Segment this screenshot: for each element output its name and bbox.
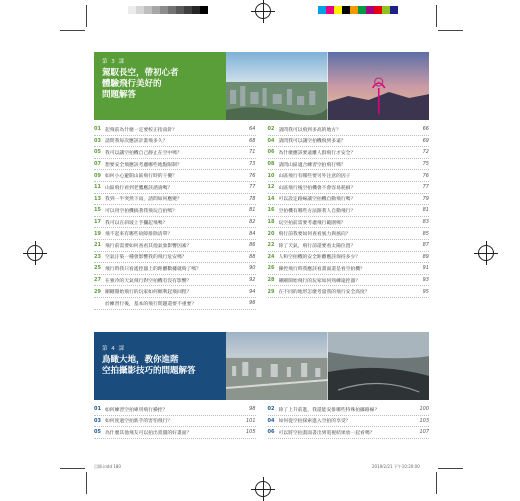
color-swatch [358,6,366,14]
color-swatch [334,6,342,14]
registration-mark-left [27,245,43,261]
sunset-landmark-photo [328,52,430,120]
crop-mark [60,468,85,469]
list-item[interactable]: 14 可以設定路線讓空拍機自動飛行嗎？ 79 [268,194,430,206]
list-item[interactable]: 04 如何從空拍探索進入空拍的享受？ 103 [268,416,430,428]
gray-swatch [184,6,192,14]
list-item[interactable]: 28 剛剛開始飛行的玩家如何熟練遠控器？ 93 [268,275,430,287]
chapter-4-label: 第 4 課 [102,346,125,352]
color-swatch [326,6,334,14]
gray-swatch [144,6,152,14]
crop-mark [436,5,437,27]
list-item[interactable]: 07 想要安全飛應該考慮哪些地點限制？ 73 [94,159,256,171]
chapter-3-toc [94,124,429,310]
list-item[interactable]: 23 空氣汙染一種會影響我的飛行危安嗎？ 88 [94,252,256,264]
color-swatch [366,6,374,14]
list-item[interactable]: 24 人和空拍機的安全距離應該保持多少？ 89 [268,252,430,264]
list-item[interactable]: 08 請問山區適合練習空拍飛行嗎？ 75 [268,159,430,171]
list-item[interactable]: 18 玩空拍前需要考慮飛行範圍嗎？ 83 [268,217,430,229]
list-item[interactable]: 09 如何小心避開山區飛行時的干擾？ 76 [94,170,256,182]
gray-swatch [128,6,136,14]
list-item[interactable]: 26 操控飛行時我應該看畫面還是看空拍機？ 91 [268,263,430,275]
aerial-urban-photo [226,332,328,400]
color-swatch [382,6,390,14]
list-item[interactable]: 06 為什麼應該要遠離人群飛行才安全？ 72 [268,147,430,159]
list-item[interactable]: 於練習行後，基本的飛行問題還要不重要？ 96 [94,298,256,310]
list-item[interactable]: 11 山區飛行看到老鷹應該諮詢嗎？ 77 [94,182,256,194]
gray-swatch [160,6,168,14]
list-item[interactable]: 19 飛不起來有哪些故障排除清單？ 84 [94,228,256,240]
grayscale-calibration-bar [120,6,208,14]
list-item[interactable]: 05 為什麼其他飛友可以拍出寬闊的好畫面？ 105 [94,427,256,439]
list-item[interactable]: 03 如何度過空拍新手的害怕飛行？ 101 [94,416,256,428]
gray-swatch [168,6,176,14]
list-item[interactable]: 27 在強冷的天氣飛行對空拍機有沒有影響？ 92 [94,275,256,287]
list-item[interactable]: 04 請問我可以讓空拍機飛到多遠？ 69 [268,136,430,148]
registration-mark-bottom [255,481,271,497]
crop-mark [436,472,437,494]
color-swatch [398,6,406,14]
color-swatch [318,6,326,14]
footer-timestamp: 2019/2/21 下午10:20:00 [372,464,420,469]
list-item[interactable]: 16 空拍機有哪些方法跟著人自動飛行？ 81 [268,205,430,217]
color-calibration-bar [318,6,406,14]
gray-swatch [120,6,128,14]
crop-mark [438,30,463,31]
list-item[interactable]: 17 我可以在斜坡上手攔起飛嗎？ 82 [94,217,256,229]
color-swatch [374,6,382,14]
footer-file-slug: 目錄.indd 180 [94,464,121,469]
color-swatch [342,6,350,14]
list-item[interactable]: 05 我可以讓空拍機自己靜止在空中嗎？ 71 [94,147,256,159]
chapter-4-title: 鳥瞰大地，教你進階 空拍攝影技巧的問題解答 [102,355,196,376]
gray-swatch [176,6,184,14]
list-item[interactable]: 01 如何練習空拍專用飛行操控？ 98 [94,404,256,416]
list-item[interactable]: 03 請問我每次應該計畫飛多久？ 68 [94,136,256,148]
list-item[interactable]: 21 飛行前需要如何查看其他氣象影響因素？ 86 [94,240,256,252]
list-item[interactable]: 13 我到一半突然下雨，請問如何應變？ 78 [94,194,256,206]
toc-column-right [268,404,430,439]
aerial-coast-photo [328,332,430,400]
toc-column-right [268,124,430,310]
list-item[interactable]: 15 可以用空拍機搞著我飛玩自拍嗎？ 81 [94,205,256,217]
color-swatch [390,6,398,14]
aerial-city-photo [226,52,328,120]
crop-mark [86,472,87,494]
crop-mark [438,468,463,469]
list-item[interactable]: 29 剛剛開始飛行的玩家如何順利起飛回程？ 94 [94,286,256,298]
toc-column-left [94,404,256,439]
gray-swatch [152,6,160,14]
list-item[interactable]: 10 山區飛行有哪些要另外注意的因子 76 [268,170,430,182]
list-item[interactable]: 20 飛行前我要如何查看風力與風向？ 85 [268,228,430,240]
chapter-4-title-block [94,332,226,400]
list-item[interactable]: 02 除了上升前進，我還能安排哪些特殊拍攝路線？ 100 [268,404,430,416]
chapter-3-title: 駕馭長空，帶初心者 體驗飛行美好的 問題解答 [102,68,179,100]
list-item[interactable]: 02 請問我可以飛到多高的地方？ 66 [268,124,430,136]
list-item[interactable]: 06 可以將空拍畫面書出到電視結果放一起看嗎？ 107 [268,427,430,439]
chapter-3-banner [94,52,429,120]
list-item[interactable]: 12 山區飛行後空拍機會不會容易耗損？ 77 [268,182,430,194]
color-swatch [350,6,358,14]
list-item[interactable]: 29 在不同的地形怎麼考量我的飛行安全高度？ 95 [268,286,430,298]
gray-swatch [136,6,144,14]
list-item[interactable]: 25 飛行時我只看遙控器上的距離數據就夠了嗎？ 90 [94,263,256,275]
list-item[interactable]: 01 起飛前為什麼一定要校正指南針？ 64 [94,124,256,136]
crop-mark [60,30,85,31]
toc-column-left [94,124,256,310]
list-item[interactable]: 22 除了天氣，飛行前還要看太陽位置？ 87 [268,240,430,252]
chapter-3-title-block [94,52,226,120]
gray-swatch [192,6,200,14]
chapter-4-banner [94,332,429,400]
registration-mark-top [255,3,271,19]
chapter-4-toc [94,404,429,439]
chapter-3-label: 第 3 課 [102,59,125,65]
registration-mark-right [478,245,494,261]
gray-swatch [200,6,208,14]
crop-mark [86,5,87,27]
